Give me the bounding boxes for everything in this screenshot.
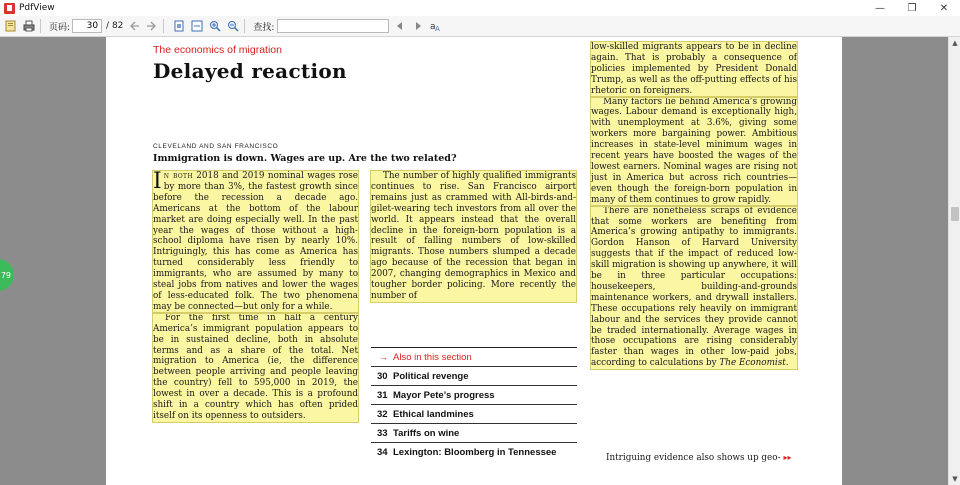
scroll-down-icon[interactable]: ▼	[952, 475, 958, 483]
paragraph: The number of highly qualified immigrants continues to rise. San Francisco airport remains just as crammed with All-birds-and-gilet-wearing tech investors from all over the world. It appears instead that the overall decline in the foreign-born population is a result of falling numbers of low-skilled migrants. Those numbers slumped a decade ago because of the recession that began in 2007, changing demographics in Mexico and tougher border policing. More recently the number of	[371, 171, 576, 301]
scroll-thumb[interactable]	[951, 207, 959, 221]
lead-words: n both	[163, 171, 193, 181]
zoom-in-icon[interactable]	[208, 19, 222, 33]
page-ref: 30	[377, 370, 388, 382]
side-badge[interactable]: 79	[0, 259, 14, 291]
section-link-title: Tariffs on wine	[393, 427, 460, 439]
paragraph	[591, 206, 797, 370]
search-label: 查找:	[253, 22, 275, 33]
standfirst: Immigration is down. Wages are up. Are the two related?	[153, 153, 457, 164]
section-link-title: Mayor Pete’s progress	[393, 389, 495, 401]
document-viewport[interactable]	[0, 37, 948, 485]
scroll-up-icon[interactable]: ▲	[952, 39, 958, 47]
continue-arrows-icon[interactable]: ▸▸	[783, 453, 792, 462]
arrow-right-icon: →	[379, 352, 388, 362]
toolbar-separator	[163, 19, 164, 33]
print-icon[interactable]	[22, 19, 36, 33]
toolbar	[0, 16, 960, 37]
prev-page-icon[interactable]	[127, 19, 141, 33]
font-size-icon[interactable]	[429, 19, 443, 33]
section-link-title: Political revenge	[393, 370, 469, 382]
search-prev-icon[interactable]	[393, 19, 407, 33]
also-in-section-box	[371, 347, 577, 461]
section-link[interactable]	[371, 442, 577, 461]
app-icon	[4, 3, 15, 14]
also-in-section-label: Also in this section	[393, 351, 472, 363]
svg-text:a: a	[430, 22, 436, 32]
section-link[interactable]	[371, 404, 577, 423]
title-bar	[0, 0, 960, 16]
section-label: The economics of migration	[153, 44, 282, 56]
page-ref: 34	[377, 446, 388, 458]
vertical-scrollbar[interactable]	[948, 37, 960, 485]
article-column-3	[591, 42, 797, 369]
paragraph: Many factors lie behind America’s growing wages. Labour demand is exceptionally high, with unemployment at 3.6%, giving some workers more bargaining power. Ambitious increases in state-level minimum wages in recent years have boosted the wages of the lowest earners. Nominal wages are rising not just in America but across rich countries—even though the foreign-born population in many of them continues to grow rapidly.	[591, 96, 797, 205]
toolbar-separator	[40, 19, 41, 33]
minimize-button[interactable]: —	[875, 2, 885, 14]
window-title: PdfView	[19, 3, 55, 13]
page-ref: 33	[377, 427, 388, 439]
open-icon[interactable]	[4, 19, 18, 33]
section-link[interactable]	[371, 423, 577, 442]
fit-page-icon[interactable]	[172, 19, 186, 33]
publication-name: The Economist	[719, 358, 786, 369]
paragraph-end: .	[785, 358, 789, 369]
section-link-title: Ethical landmines	[393, 408, 474, 420]
article-column-1	[153, 171, 358, 422]
close-button[interactable]: ✕	[939, 2, 949, 14]
paragraph: low-skilled migrants appears to be in decline again. That is probably a consequence of policies implemented by President Donald Trump, as well as the off-putting effects of his rhetoric on foreigners.	[591, 42, 797, 96]
page-ref: 31	[377, 389, 388, 401]
zoom-out-icon[interactable]	[226, 19, 240, 33]
maximize-button[interactable]: ❐	[907, 2, 917, 14]
continuation-line	[606, 453, 792, 463]
fit-width-icon[interactable]	[190, 19, 204, 33]
page-ref: 32	[377, 408, 388, 420]
article-headline: Delayed reaction	[153, 59, 347, 83]
window-controls	[864, 0, 960, 16]
svg-text:A: A	[435, 25, 441, 32]
page-total: / 82	[106, 21, 124, 31]
section-link[interactable]	[371, 366, 577, 385]
search-input[interactable]	[277, 19, 389, 33]
also-in-section-heading[interactable]	[371, 348, 577, 366]
page-label: 页码:	[49, 22, 71, 33]
search-next-icon[interactable]	[411, 19, 425, 33]
dateline: CLEVELAND AND SAN FRANCISCO	[153, 143, 279, 150]
section-link-title: Lexington: Bloomberg in Tennessee	[393, 446, 557, 458]
next-page-icon[interactable]	[145, 19, 159, 33]
page-number-input[interactable]	[72, 19, 102, 33]
continuation-text: Intriguing evidence also shows up geo-	[606, 453, 781, 463]
drop-cap: I	[153, 169, 162, 194]
paragraph-text: There are nonetheless scraps of evidence that some workers are benefiting from America’s growing antipathy to immigrants. Gordon Hanson of Harvard University suggests that if the impact of reduced low-skill migration is showing up anywhere, it will be in three particular occupations: housekeepers, building-and-grounds maintenance workers, and drywall installers. These occupations rely heavily on immigrant labour and the services they provide cannot be traded internationally. Average wages in those occupations are rising considerably faster than wages in other low-paid jobs, according to calculations by	[591, 205, 797, 369]
paragraph	[153, 171, 358, 313]
paragraph: For the first time in half a century America’s immigrant population appears to be in sustained decline, both in absolute terms and as a share of the total. Net migration to America (ie, the difference between people arriving and people leaving the country) fell to 595,000 in 2019, the lowest in over a decade. This is a profound shift in a country which has often prided itself on its openness to outsiders.	[153, 312, 358, 421]
article-column-2	[371, 171, 576, 302]
section-link[interactable]	[371, 385, 577, 404]
pdf-page	[106, 37, 842, 485]
paragraph-text: 2018 and 2019 nominal wages rose by more than 3%, the fastest growth since before the recession a decade ago. Americans at the bottom of the labour market are doing especially well. In the past year the wages of those without a high-school diploma have risen by nearly 10%. Intriguingly, this has come as America has turned considerably less friendly to immigrants, who are assumed by many to steal jobs from natives and lower the wages of less-educated folk. The two phenomena may be connected—but only for a while.	[153, 171, 358, 312]
toolbar-separator	[244, 19, 245, 33]
